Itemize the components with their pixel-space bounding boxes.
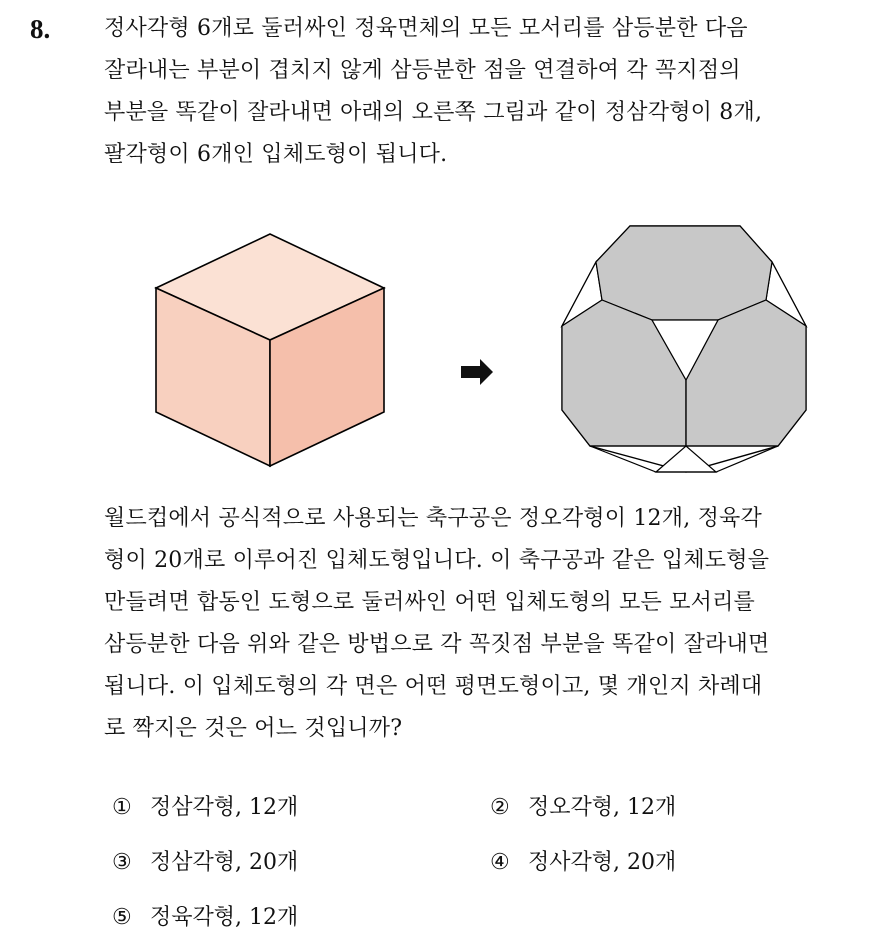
body-line: 로 짝지은 것은 어느 것입니까? — [104, 716, 403, 741]
choice-mark: ② — [490, 795, 510, 820]
choice-5[interactable] — [112, 900, 298, 931]
octagon-face-top — [596, 226, 772, 320]
choice-1[interactable] — [112, 790, 298, 821]
choice-mark: ⑤ — [112, 905, 132, 930]
body-line: 삼등분한 다음 위와 같은 방법으로 각 꼭짓점 부분을 똑같이 잘라내면 — [104, 632, 770, 657]
body-line: 만들려면 합동인 도형으로 둘러싸인 어떤 입체도형의 모든 모서리를 — [104, 590, 756, 615]
choice-text: 정오각형, 12개 — [528, 795, 677, 820]
choice-2[interactable] — [490, 790, 676, 821]
choice-mark: ③ — [112, 850, 132, 875]
choice-3[interactable] — [112, 845, 298, 876]
question-number: 8. — [30, 14, 51, 44]
truncated-cube-figure — [562, 226, 806, 472]
right-arrow-icon — [461, 359, 493, 385]
body-line: 형이 20개로 이루어진 입체도형입니다. 이 축구공과 같은 입체도형을 — [104, 548, 770, 573]
choice-mark: ① — [112, 795, 132, 820]
question-body — [104, 498, 864, 750]
intro-line: 부분을 똑같이 잘라내면 아래의 오른쪽 그림과 같이 정삼각형이 8개, — [104, 100, 763, 125]
choice-text: 정삼각형, 20개 — [150, 850, 299, 875]
choice-text: 정사각형, 20개 — [528, 850, 677, 875]
choice-mark: ④ — [490, 850, 510, 875]
intro-line: 정사각형 6개로 둘러싸인 정육면체의 모든 모서리를 삼등분한 다음 — [104, 16, 748, 41]
choice-4[interactable] — [490, 845, 676, 876]
choice-text: 정삼각형, 12개 — [150, 795, 299, 820]
intro-line: 잘라내는 부분이 겹치지 않게 삼등분한 점을 연결하여 각 꼭지점의 — [104, 58, 741, 83]
choice-text: 정육각형, 12개 — [150, 905, 299, 930]
cube-figure — [156, 234, 384, 466]
body-line: 월드컵에서 공식적으로 사용되는 축구공은 정오각형이 12개, 정육각 — [104, 506, 762, 531]
body-line: 됩니다. 이 입체도형의 각 면은 어떤 평면도형이고, 몇 개인지 차례대 — [104, 674, 763, 699]
intro-line: 팔각형이 6개인 입체도형이 됩니다. — [104, 142, 448, 167]
